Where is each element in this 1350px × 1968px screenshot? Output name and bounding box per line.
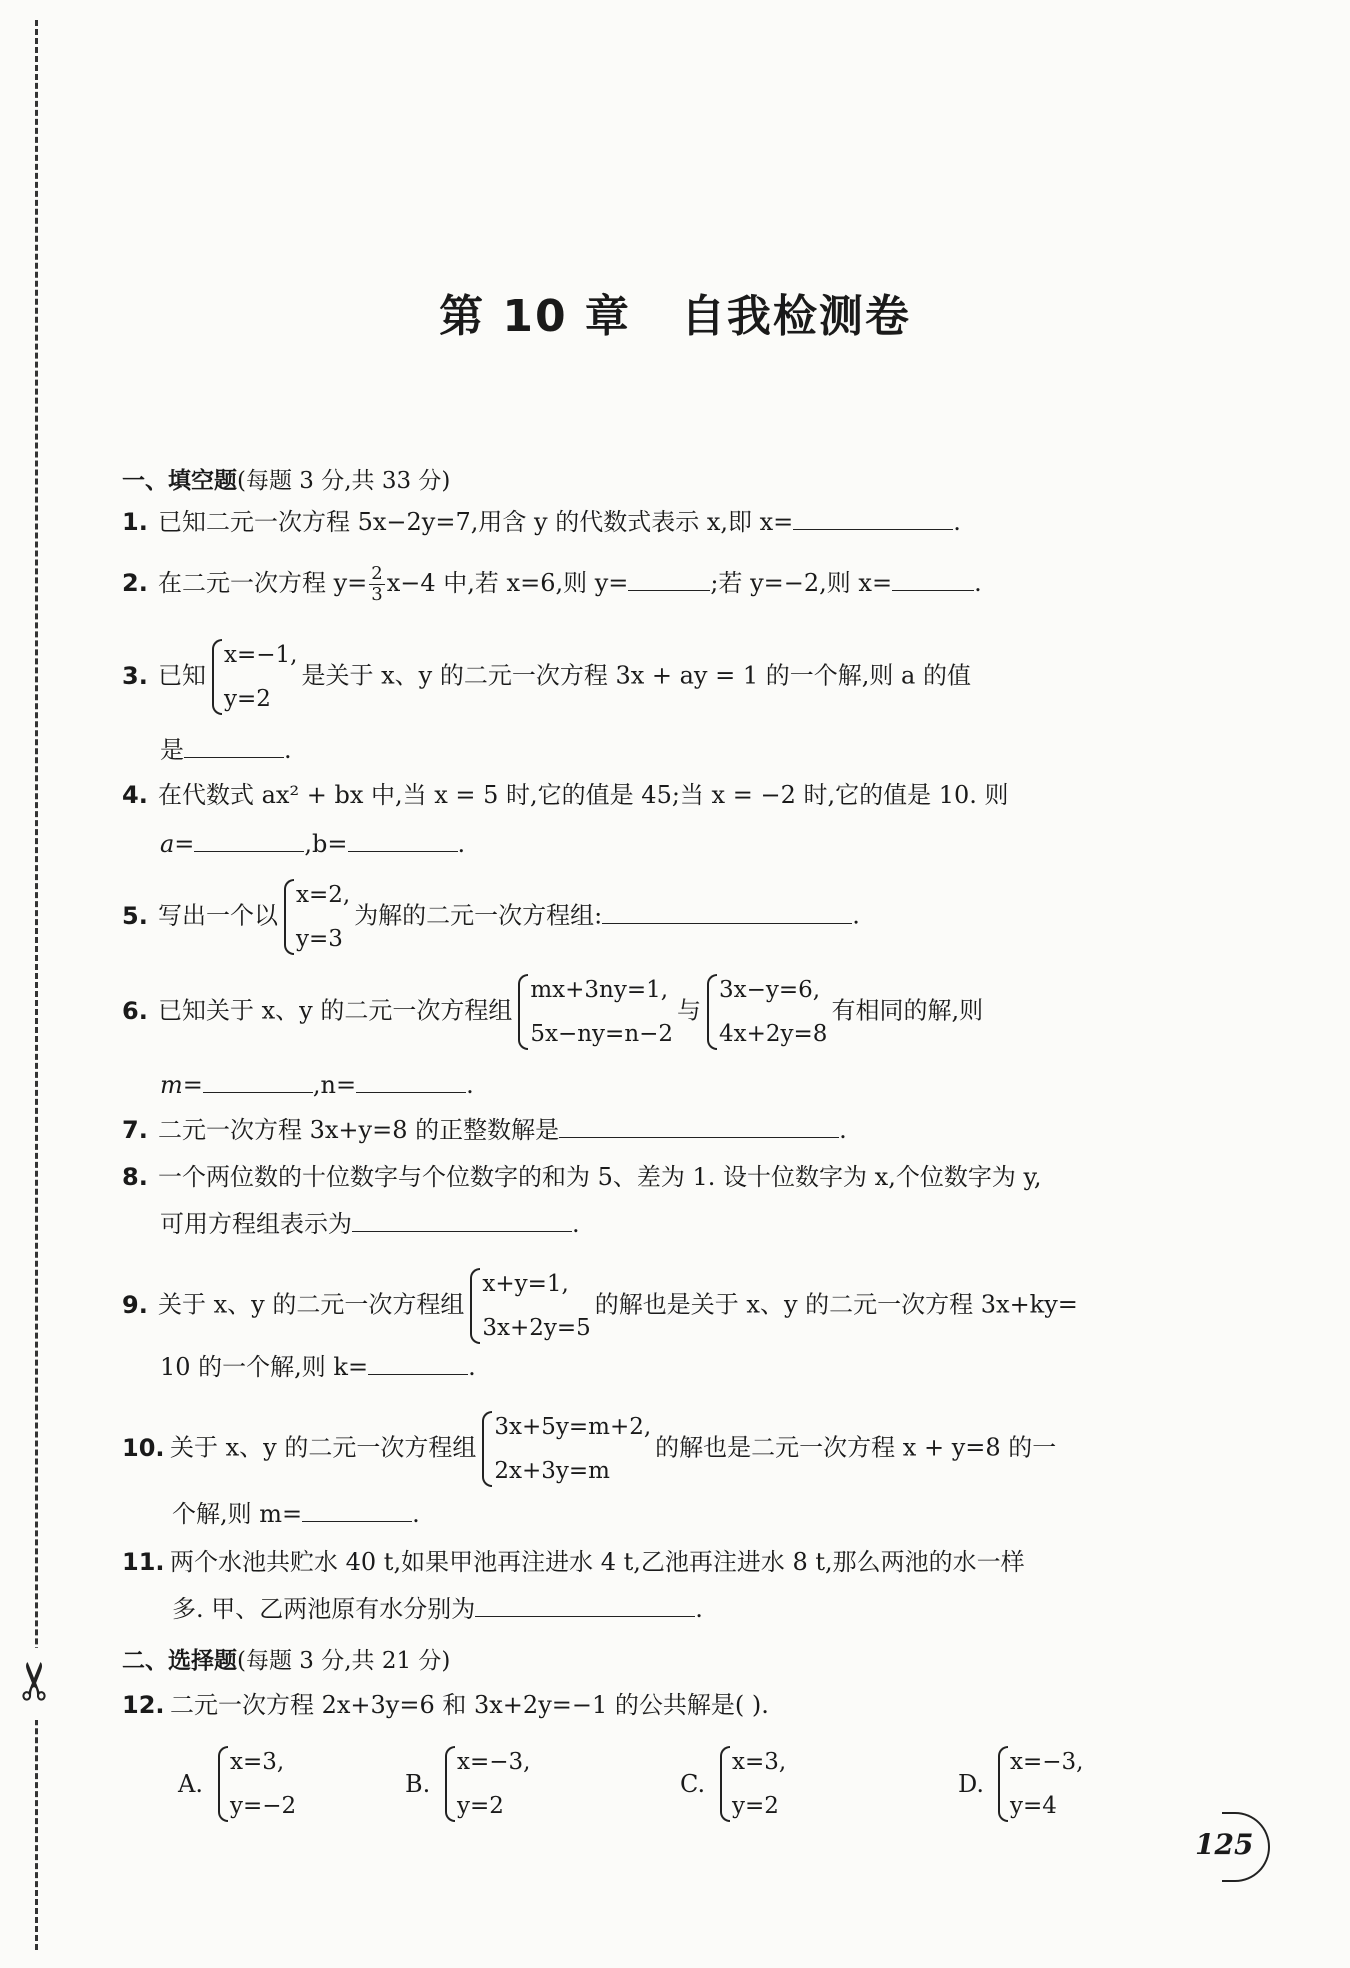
question-2: 2. 在二元一次方程 y= $\frac{2}{3}$ x−4 中,若 x=6,则 y= ;若 y=−2,则 x= .: [122, 563, 982, 605]
question-9: 9. 关于 x、y 的二元一次方程组 x+y=1, 3x+2y=5 的解也是关于 x、y 的二元一次方程 3x+ky=: [122, 1262, 1182, 1350]
answer-blank[interactable]: [628, 568, 710, 591]
answer-blank[interactable]: [203, 1070, 313, 1093]
chapter-label: 第 10 章: [439, 291, 631, 342]
question-10-continued: 个解,则 m= .: [172, 1500, 420, 1528]
section-label: 二、选择题: [122, 1648, 237, 1674]
answer-blank[interactable]: [475, 1594, 695, 1617]
answer-blank[interactable]: [352, 1209, 572, 1232]
question-10: 10. 关于 x、y 的二元一次方程组 3x+5y=m+2, 2x+3y=m 的解也是二元一次方程 x + y=8 的一: [122, 1405, 1182, 1493]
answer-blank[interactable]: [348, 829, 458, 852]
question-number: 6.: [122, 996, 148, 1025]
question-3: 3. 已知 x=−1, y=2 是关于 x、y 的二元一次方程 3x + ay = 1 的一个解,则 a 的值: [122, 633, 1182, 721]
fraction: $\frac{2}{3}$: [371, 563, 383, 605]
question-number: 9.: [122, 1290, 148, 1319]
question-4: 4. 在代数式 ax² + bx 中,当 x = 5 时,它的值是 45;当 x = −2 时,它的值是 10. 则: [122, 778, 1182, 812]
chapter-name: 自我检测卷: [680, 291, 911, 342]
question-number: 1.: [122, 508, 148, 536]
equation-system: mx+3ny=1, 5x−ny=n−2: [516, 968, 673, 1056]
answer-blank[interactable]: [184, 735, 284, 758]
equation-system: x=−1, y=2: [210, 633, 297, 721]
question-6-continued: m= ,n= .: [160, 1071, 474, 1099]
question-5: 5. 写出一个以 x=2, y=3 为解的二元一次方程组: .: [122, 873, 1182, 961]
equation-system: x=3, y=−2: [216, 1740, 296, 1828]
question-8-continued: 可用方程组表示为 .: [160, 1210, 580, 1238]
page-number: 125: [1195, 1828, 1254, 1861]
page-title: [0, 280, 1350, 344]
question-number: 8.: [122, 1163, 148, 1191]
equation-system: 3x+5y=m+2, 2x+3y=m: [480, 1405, 651, 1493]
question-9-continued: 10 的一个解,则 k= .: [160, 1353, 476, 1381]
answer-blank[interactable]: [559, 1115, 839, 1138]
option-a[interactable]: A. x=3, y=−2: [178, 1740, 300, 1828]
question-number: 7.: [122, 1116, 148, 1144]
equation-system: x=−3, y=2: [443, 1740, 530, 1828]
answer-blank[interactable]: [194, 829, 304, 852]
question-number: 5.: [122, 901, 148, 930]
question-11: 11. 两个水池共贮水 40 t,如果甲池再注进水 4 t,乙池再注进水 8 t,那么两池的水一样: [122, 1545, 1182, 1579]
section-note: (每题 3 分,共 21 分): [237, 1648, 451, 1674]
answer-blank[interactable]: [892, 568, 974, 591]
scissors-icon: ✂: [5, 1659, 66, 1703]
answer-blank[interactable]: [793, 507, 953, 530]
question-number: 10.: [122, 1433, 165, 1462]
question-8: 8. 一个两位数的十位数字与个位数字的和为 5、差为 1. 设十位数字为 x,个位数字为 y,: [122, 1160, 1182, 1194]
section-note: (每题 3 分,共 33 分): [237, 468, 451, 494]
question-3-continued: 是 .: [160, 736, 292, 764]
question-7: 7. 二元一次方程 3x+y=8 的正整数解是 .: [122, 1113, 1182, 1147]
answer-blank[interactable]: [356, 1070, 466, 1093]
section-label: 一、填空题: [122, 468, 237, 494]
question-4-continued: a= ,b= .: [160, 830, 466, 858]
question-number: 4.: [122, 781, 148, 809]
answer-blank[interactable]: [302, 1499, 412, 1522]
section-fill-blank: [122, 462, 450, 495]
answer-blank[interactable]: [368, 1352, 468, 1375]
section-multiple-choice: [122, 1642, 450, 1675]
question-number: 12.: [122, 1691, 165, 1719]
question-text: 已知二元一次方程 5x−2y=7,用含 y 的代数式表示 x,即 x=: [158, 508, 794, 536]
option-d[interactable]: D. x=−3, y=4: [958, 1740, 1087, 1828]
option-c[interactable]: C. x=3, y=2: [680, 1740, 790, 1828]
equation-system: x=−3, y=4: [996, 1740, 1083, 1828]
question-number: 3.: [122, 661, 148, 690]
equation-system: 3x−y=6, 4x+2y=8: [705, 968, 827, 1056]
equation-system: x=2, y=3: [282, 873, 350, 961]
question-number: 11.: [122, 1548, 165, 1576]
equation-system: x=3, y=2: [718, 1740, 786, 1828]
question-11-continued: 多. 甲、乙两池原有水分别为 .: [172, 1595, 703, 1623]
question-12: 12. 二元一次方程 2x+3y=6 和 3x+2y=−1 的公共解是( ).: [122, 1688, 1182, 1722]
question-6: 6. 已知关于 x、y 的二元一次方程组 mx+3ny=1, 5x−ny=n−2 与 3x−y=6, 4x+2y=8 有相同的解,则: [122, 968, 1182, 1056]
question-1: 1. 已知二元一次方程 5x−2y=7,用含 y 的代数式表示 x,即 x= .: [122, 505, 1182, 539]
option-b[interactable]: B. x=−3, y=2: [405, 1740, 534, 1828]
equation-system: x+y=1, 3x+2y=5: [468, 1262, 590, 1350]
question-number: 2.: [122, 569, 148, 597]
answer-blank[interactable]: [602, 901, 852, 924]
